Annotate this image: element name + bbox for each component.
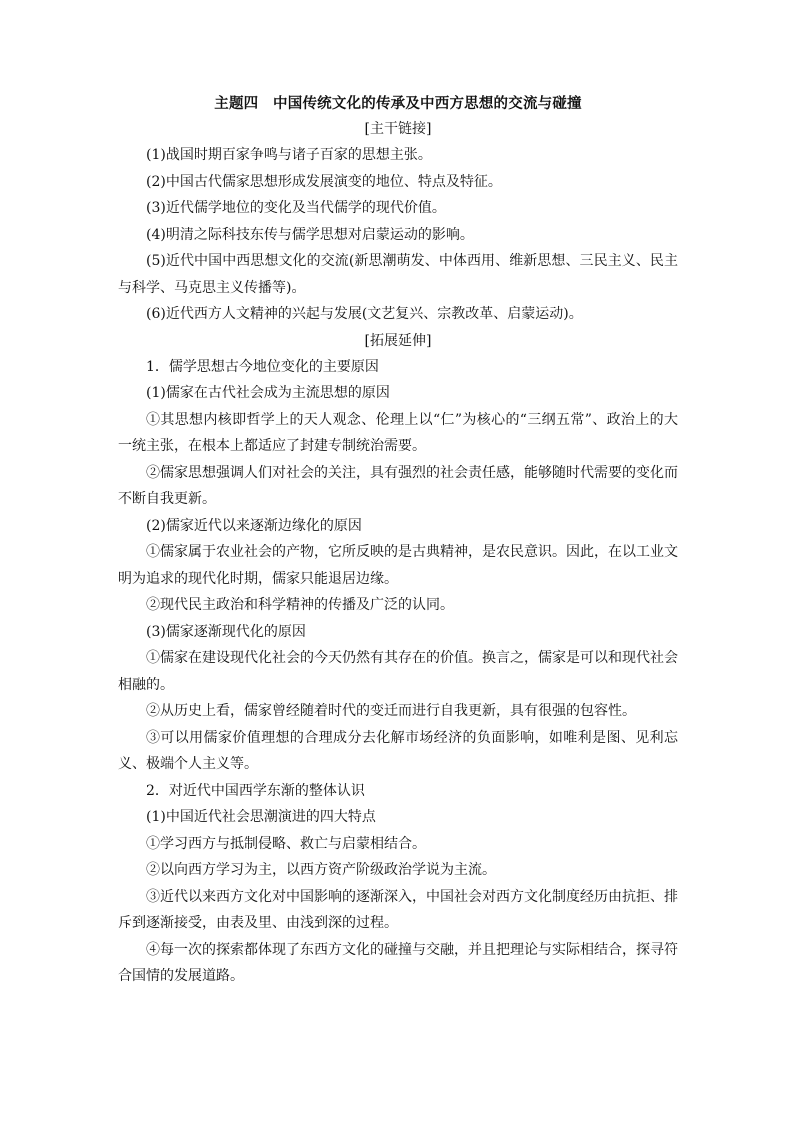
list-item: (1)战国时期百家争鸣与诸子百家的思想主张。 (146, 147, 432, 163)
list-item: ①儒家属于农业社会的产物，它所反映的是古典精神，是农民意识。因此，在以工业文明为追求的现代化时期，儒家只能退居边缘。 (118, 544, 678, 587)
part1-sub1-heading: (1)儒家在古代社会成为主流思想的原因 (146, 385, 390, 401)
list-item: (3)近代儒学地位的变化及当代儒学的现代价值。 (146, 200, 446, 216)
section-heading-main-links: [主干链接] (364, 121, 432, 137)
list-item: ②现代民主政治和科学精神的传播及广泛的认同。 (146, 597, 454, 613)
list-item: ②以向西方学习为主，以西方资产阶级政治学说为主流。 (146, 862, 496, 878)
list-item: ④每一次的探索都体现了东西方文化的碰撞与交融，并且把理论与实际相结合，探寻符合国情的发展道路。 (118, 941, 678, 984)
section-heading-extension: [拓展延伸] (364, 332, 432, 349)
list-item: ②从历史上看，儒家曾经随着时代的变迁而进行自我更新，具有很强的包容性。 (146, 703, 636, 719)
part1-sub2-heading: (2)儒家近代以来逐渐边缘化的原因 (146, 517, 362, 534)
document-title: 主题四 中国传统文化的传承及中西方思想的交流与碰撞 (214, 95, 582, 112)
part2-sub1-heading: (1)中国近代社会思潮演进的四大特点 (146, 809, 376, 825)
list-item: (2)中国古代儒家思想形成发展演变的地位、特点及特征。 (146, 173, 502, 190)
list-item: ③近代以来西方文化对中国影响的逐渐深入，中国社会对西方文化制度经历由抗拒、排斥到逐渐接受，由表及里、由浅到深的过程。 (118, 888, 678, 931)
list-item: ①儒家在建设现代化社会的今天仍然有其存在的价值。换言之，儒家是可以和现代社会相融的。 (118, 650, 678, 693)
document-page (118, 92, 678, 990)
list-item: (4)明清之际科技东传与儒学思想对启蒙运动的影响。 (146, 226, 474, 243)
list-item: ①学习西方与抵制侵略、救亡与启蒙相结合。 (146, 835, 426, 852)
list-item: (5)近代中国中西思想文化的交流(新思潮萌发、中体西用、维新思想、三民主义、民主与科学、马克思主义传播等)。 (118, 253, 678, 296)
part1-heading: 1．儒学思想古今地位变化的主要原因 (146, 358, 379, 375)
list-item: (6)近代西方人文精神的兴起与发展(文艺复兴、宗教改革、启蒙运动)。 (146, 306, 583, 322)
list-item: ②儒家思想强调人们对社会的关注，具有强烈的社会责任感，能够随时代需要的变化而不断自我更新。 (118, 464, 678, 507)
list-item: ③可以用儒家价值理想的合理成分去化解市场经济的负面影响，如唯利是图、见利忘义、极端个人主义等。 (118, 729, 678, 772)
list-item: ①其思想内核即哲学上的天人观念、伦理上以“仁”为核心的“三纲五常”、政治上的大一统主张，在根本上都适应了封建专制统治需要。 (118, 411, 678, 454)
part2-heading: 2．对近代中国西学东渐的整体认识 (146, 782, 365, 799)
part1-sub3-heading: (3)儒家逐渐现代化的原因 (146, 623, 306, 640)
